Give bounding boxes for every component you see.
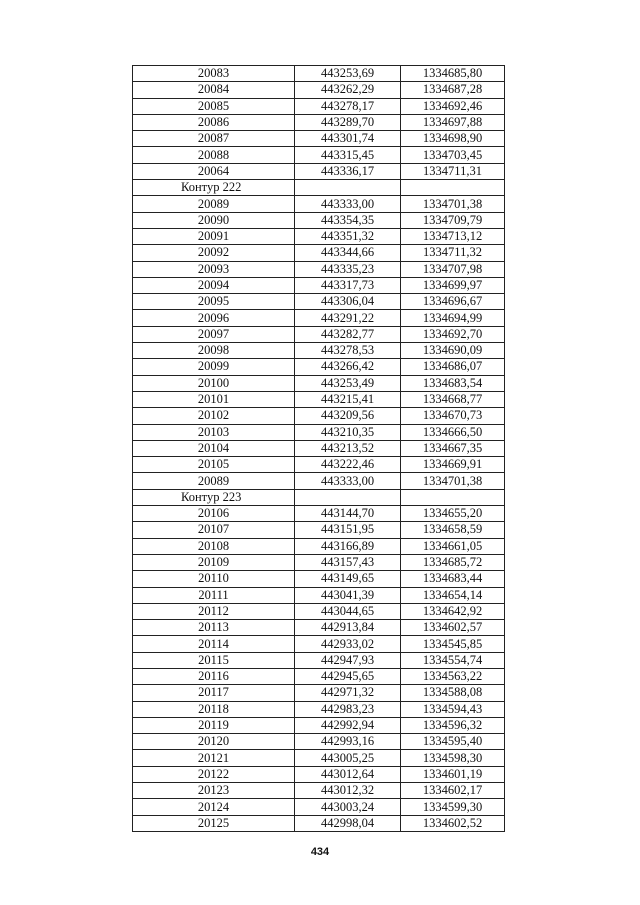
point-number-cell: 20089 [133,473,295,489]
y-coordinate-cell: 1334667,35 [401,440,505,456]
empty-cell [295,489,401,505]
x-coordinate-cell: 443333,00 [295,473,401,489]
y-coordinate-cell: 1334599,30 [401,799,505,815]
table-row [133,228,505,244]
x-coordinate-cell: 443210,35 [295,424,401,440]
x-coordinate-cell: 443291,22 [295,310,401,326]
x-coordinate-cell: 443166,89 [295,538,401,554]
x-coordinate-cell: 443336,17 [295,163,401,179]
point-number-cell: 20108 [133,538,295,554]
table-row [133,310,505,326]
point-number-cell: 20120 [133,734,295,750]
x-coordinate-cell: 443253,69 [295,66,401,82]
y-coordinate-cell: 1334668,77 [401,391,505,407]
point-number-cell: 20098 [133,343,295,359]
point-number-cell: 20084 [133,82,295,98]
x-coordinate-cell: 443253,49 [295,375,401,391]
table-row [133,603,505,619]
y-coordinate-cell: 1334642,92 [401,603,505,619]
x-coordinate-cell: 443215,41 [295,391,401,407]
x-coordinate-cell: 443315,45 [295,147,401,163]
x-coordinate-cell: 442945,65 [295,668,401,684]
table-row [133,571,505,587]
y-coordinate-cell: 1334690,09 [401,343,505,359]
table-row [133,98,505,114]
y-coordinate-cell: 1334655,20 [401,506,505,522]
point-number-cell: 20099 [133,359,295,375]
x-coordinate-cell: 443012,32 [295,783,401,799]
y-coordinate-cell: 1334602,17 [401,783,505,799]
x-coordinate-cell: 443222,46 [295,457,401,473]
x-coordinate-cell: 443209,56 [295,408,401,424]
y-coordinate-cell: 1334686,07 [401,359,505,375]
y-coordinate-cell: 1334685,80 [401,66,505,82]
table-row [133,66,505,82]
y-coordinate-cell: 1334554,74 [401,652,505,668]
y-coordinate-cell: 1334669,91 [401,457,505,473]
table-row [133,799,505,815]
point-number-cell: 20094 [133,277,295,293]
x-coordinate-cell: 443044,65 [295,603,401,619]
table-row [133,522,505,538]
table-row [133,277,505,293]
y-coordinate-cell: 1334658,59 [401,522,505,538]
x-coordinate-cell: 442998,04 [295,815,401,831]
table-row [133,245,505,261]
table-row [133,506,505,522]
table-row [133,766,505,782]
x-coordinate-cell: 442992,94 [295,717,401,733]
table-row [133,734,505,750]
x-coordinate-cell: 443266,42 [295,359,401,375]
y-coordinate-cell: 1334711,31 [401,163,505,179]
y-coordinate-cell: 1334696,67 [401,294,505,310]
contour-label: Контур 223 [133,489,295,505]
table-row [133,163,505,179]
point-number-cell: 20083 [133,66,295,82]
x-coordinate-cell: 443213,52 [295,440,401,456]
point-number-cell: 20088 [133,147,295,163]
table-row [133,375,505,391]
y-coordinate-cell: 1334713,12 [401,228,505,244]
x-coordinate-cell: 443344,66 [295,245,401,261]
y-coordinate-cell: 1334692,46 [401,98,505,114]
point-number-cell: 20113 [133,620,295,636]
point-number-cell: 20109 [133,554,295,570]
table-row [133,685,505,701]
contour-label: Контур 222 [133,180,295,196]
table-row [133,636,505,652]
point-number-cell: 20111 [133,587,295,603]
table-row [133,294,505,310]
x-coordinate-cell: 443157,43 [295,554,401,570]
point-number-cell: 20118 [133,701,295,717]
point-number-cell: 20114 [133,636,295,652]
y-coordinate-cell: 1334666,50 [401,424,505,440]
y-coordinate-cell: 1334697,88 [401,114,505,130]
y-coordinate-cell: 1334701,38 [401,196,505,212]
point-number-cell: 20117 [133,685,295,701]
y-coordinate-cell: 1334698,90 [401,131,505,147]
point-number-cell: 20086 [133,114,295,130]
point-number-cell: 20089 [133,196,295,212]
y-coordinate-cell: 1334709,79 [401,212,505,228]
y-coordinate-cell: 1334602,57 [401,620,505,636]
table-row [133,668,505,684]
y-coordinate-cell: 1334683,44 [401,571,505,587]
point-number-cell: 20107 [133,522,295,538]
contour-header-row [133,489,505,505]
page-number: 434 [310,846,330,858]
table-row [133,701,505,717]
x-coordinate-cell: 443144,70 [295,506,401,522]
x-coordinate-cell: 443278,17 [295,98,401,114]
point-number-cell: 20101 [133,391,295,407]
point-number-cell: 20123 [133,783,295,799]
coordinates-table-body [133,66,505,832]
y-coordinate-cell: 1334654,14 [401,587,505,603]
point-number-cell: 20091 [133,228,295,244]
table-row [133,391,505,407]
point-number-cell: 20064 [133,163,295,179]
x-coordinate-cell: 443005,25 [295,750,401,766]
x-coordinate-cell: 442913,84 [295,620,401,636]
x-coordinate-cell: 443354,35 [295,212,401,228]
table-row [133,554,505,570]
table-row [133,652,505,668]
point-number-cell: 20102 [133,408,295,424]
point-number-cell: 20100 [133,375,295,391]
point-number-cell: 20097 [133,326,295,342]
table-row [133,147,505,163]
y-coordinate-cell: 1334701,38 [401,473,505,489]
x-coordinate-cell: 442971,32 [295,685,401,701]
table-row [133,538,505,554]
contour-header-row [133,180,505,196]
y-coordinate-cell: 1334601,19 [401,766,505,782]
y-coordinate-cell: 1334588,08 [401,685,505,701]
point-number-cell: 20085 [133,98,295,114]
x-coordinate-cell: 443012,64 [295,766,401,782]
x-coordinate-cell: 443317,73 [295,277,401,293]
table-row [133,114,505,130]
table-row [133,815,505,831]
x-coordinate-cell: 443282,77 [295,326,401,342]
x-coordinate-cell: 443301,74 [295,131,401,147]
x-coordinate-cell: 443262,29 [295,82,401,98]
x-coordinate-cell: 443151,95 [295,522,401,538]
point-number-cell: 20095 [133,294,295,310]
point-number-cell: 20119 [133,717,295,733]
x-coordinate-cell: 443149,65 [295,571,401,587]
point-number-cell: 20124 [133,799,295,815]
point-number-cell: 20092 [133,245,295,261]
x-coordinate-cell: 443333,00 [295,196,401,212]
y-coordinate-cell: 1334699,97 [401,277,505,293]
table-row [133,212,505,228]
table-row [133,196,505,212]
x-coordinate-cell: 443041,39 [295,587,401,603]
point-number-cell: 20110 [133,571,295,587]
x-coordinate-cell: 442947,93 [295,652,401,668]
table-row [133,473,505,489]
table-row [133,359,505,375]
y-coordinate-cell: 1334685,72 [401,554,505,570]
y-coordinate-cell: 1334598,30 [401,750,505,766]
y-coordinate-cell: 1334594,43 [401,701,505,717]
table-row [133,717,505,733]
table-row [133,620,505,636]
point-number-cell: 20087 [133,131,295,147]
point-number-cell: 20106 [133,506,295,522]
y-coordinate-cell: 1334545,85 [401,636,505,652]
y-coordinate-cell: 1334670,73 [401,408,505,424]
y-coordinate-cell: 1334692,70 [401,326,505,342]
table-row [133,587,505,603]
empty-cell [295,180,401,196]
y-coordinate-cell: 1334596,32 [401,717,505,733]
point-number-cell: 20122 [133,766,295,782]
table-row [133,261,505,277]
table-row [133,783,505,799]
y-coordinate-cell: 1334683,54 [401,375,505,391]
table-row [133,440,505,456]
point-number-cell: 20115 [133,652,295,668]
x-coordinate-cell: 443335,23 [295,261,401,277]
point-number-cell: 20121 [133,750,295,766]
point-number-cell: 20093 [133,261,295,277]
x-coordinate-cell: 443003,24 [295,799,401,815]
table-row [133,343,505,359]
point-number-cell: 20125 [133,815,295,831]
table-row [133,408,505,424]
table-row [133,131,505,147]
table-row [133,424,505,440]
y-coordinate-cell: 1334707,98 [401,261,505,277]
empty-cell [401,180,505,196]
table-row [133,457,505,473]
x-coordinate-cell: 442933,02 [295,636,401,652]
y-coordinate-cell: 1334694,99 [401,310,505,326]
x-coordinate-cell: 443289,70 [295,114,401,130]
table-row [133,326,505,342]
x-coordinate-cell: 443351,32 [295,228,401,244]
y-coordinate-cell: 1334595,40 [401,734,505,750]
y-coordinate-cell: 1334602,52 [401,815,505,831]
empty-cell [401,489,505,505]
table-row [133,750,505,766]
y-coordinate-cell: 1334563,22 [401,668,505,684]
point-number-cell: 20105 [133,457,295,473]
x-coordinate-cell: 443278,53 [295,343,401,359]
point-number-cell: 20103 [133,424,295,440]
y-coordinate-cell: 1334661,05 [401,538,505,554]
point-number-cell: 20104 [133,440,295,456]
point-number-cell: 20112 [133,603,295,619]
y-coordinate-cell: 1334711,32 [401,245,505,261]
point-number-cell: 20090 [133,212,295,228]
y-coordinate-cell: 1334687,28 [401,82,505,98]
point-number-cell: 20116 [133,668,295,684]
table-row [133,82,505,98]
point-number-cell: 20096 [133,310,295,326]
y-coordinate-cell: 1334703,45 [401,147,505,163]
x-coordinate-cell: 442993,16 [295,734,401,750]
x-coordinate-cell: 442983,23 [295,701,401,717]
coordinates-table [132,65,505,832]
x-coordinate-cell: 443306,04 [295,294,401,310]
